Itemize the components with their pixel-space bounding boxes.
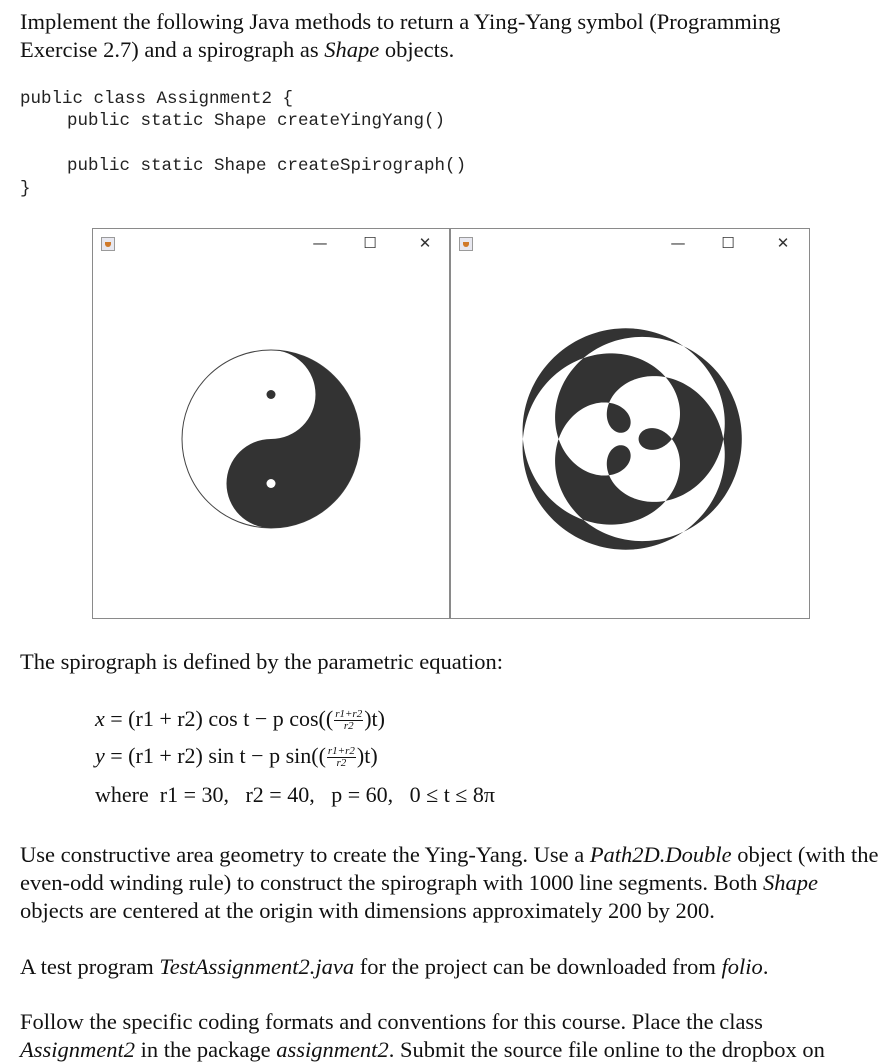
minimize-button[interactable]: — bbox=[670, 234, 686, 252]
cag-text-c: objects are centered at the origin with dimensions approximately 200 by 200. bbox=[20, 898, 715, 923]
equation-x-right: )t) bbox=[364, 706, 385, 731]
equation-y bbox=[95, 741, 378, 771]
fraction bbox=[334, 709, 363, 732]
maximize-button[interactable]: ☐ bbox=[721, 234, 735, 252]
equation-x-left: = (r1 + r2) cos t − p cos(( bbox=[104, 706, 334, 731]
java-app-icon bbox=[459, 237, 473, 251]
close-button[interactable]: ✕ bbox=[776, 234, 790, 252]
test-text-a: A test program bbox=[20, 954, 160, 979]
fraction-denominator: r2 bbox=[336, 757, 347, 770]
yingyang-canvas bbox=[93, 259, 449, 617]
equation-intro: The spirograph is defined by the parametric equation: bbox=[20, 649, 503, 674]
var-x: x bbox=[95, 706, 105, 731]
class-name: Assignment2 bbox=[20, 1037, 135, 1062]
shape-term: Shape bbox=[763, 870, 818, 895]
code-method-spirograph: public static Shape createSpirograph() bbox=[67, 156, 467, 176]
test-text-b: for the project can be downloaded from bbox=[354, 954, 722, 979]
equation-y-left: = (r1 + r2) sin t − p sin(( bbox=[104, 743, 326, 768]
spirograph-window bbox=[450, 228, 810, 619]
equation-where: where r1 = 30, r2 = 40, p = 60, 0 ≤ t ≤ 8π bbox=[95, 782, 495, 807]
yingyang-light-dot bbox=[267, 479, 276, 488]
yingyang-symbol bbox=[182, 350, 360, 528]
spirograph-canvas bbox=[451, 259, 809, 617]
yingyang-dark-dot bbox=[267, 390, 276, 399]
minimize-button[interactable]: — bbox=[312, 234, 328, 252]
spirograph-curve bbox=[523, 328, 742, 549]
test-text-c: . bbox=[762, 954, 769, 979]
yingyang-window bbox=[92, 228, 450, 619]
cag-text-a: Use constructive area geometry to create the Ying-Yang. Use a bbox=[20, 842, 590, 867]
cag-text-b: object (with the even-odd winding rule) to construct the spirograph with 1000 line segments. Both bbox=[20, 842, 879, 895]
java-app-icon bbox=[101, 237, 115, 251]
test-paragraph bbox=[20, 953, 880, 981]
cag-paragraph bbox=[20, 841, 880, 925]
follow-text-b: in the package bbox=[135, 1037, 277, 1062]
follow-text-c: . Submit the source file online to the dropbox on bbox=[388, 1037, 825, 1062]
fraction bbox=[327, 746, 356, 769]
test-file-name: TestAssignment2.java bbox=[159, 954, 355, 979]
fraction-numerator: r1+r2 bbox=[335, 708, 363, 721]
code-class-decl: public class Assignment2 { bbox=[20, 89, 294, 109]
folio-link[interactable]: folio bbox=[721, 954, 763, 979]
equation-x bbox=[95, 704, 385, 734]
code-method-yingyang: public static Shape createYingYang() bbox=[67, 111, 446, 131]
code-closing-brace: } bbox=[20, 179, 31, 199]
conventions-paragraph bbox=[20, 1008, 880, 1064]
intro-text: Implement the following Java methods to return a Ying-Yang symbol (Programming Exercise 2.7) and a spirograph as bbox=[20, 9, 781, 62]
close-button[interactable]: ✕ bbox=[418, 234, 432, 252]
package-name: assignment2 bbox=[276, 1037, 389, 1062]
maximize-button[interactable]: ☐ bbox=[363, 234, 377, 252]
equation-y-right: )t) bbox=[356, 743, 378, 768]
intro-paragraph bbox=[20, 8, 860, 64]
follow-text-a: Follow the specific coding formats and conventions for this course. Place the class bbox=[20, 1009, 763, 1034]
fraction-numerator: r1+r2 bbox=[327, 745, 355, 758]
path2d-term: Path2D.Double bbox=[589, 842, 732, 867]
intro-tail: objects. bbox=[379, 37, 455, 62]
var-y: y bbox=[95, 743, 105, 768]
fraction-denominator: r2 bbox=[343, 720, 354, 733]
shape-term: Shape bbox=[324, 37, 380, 62]
